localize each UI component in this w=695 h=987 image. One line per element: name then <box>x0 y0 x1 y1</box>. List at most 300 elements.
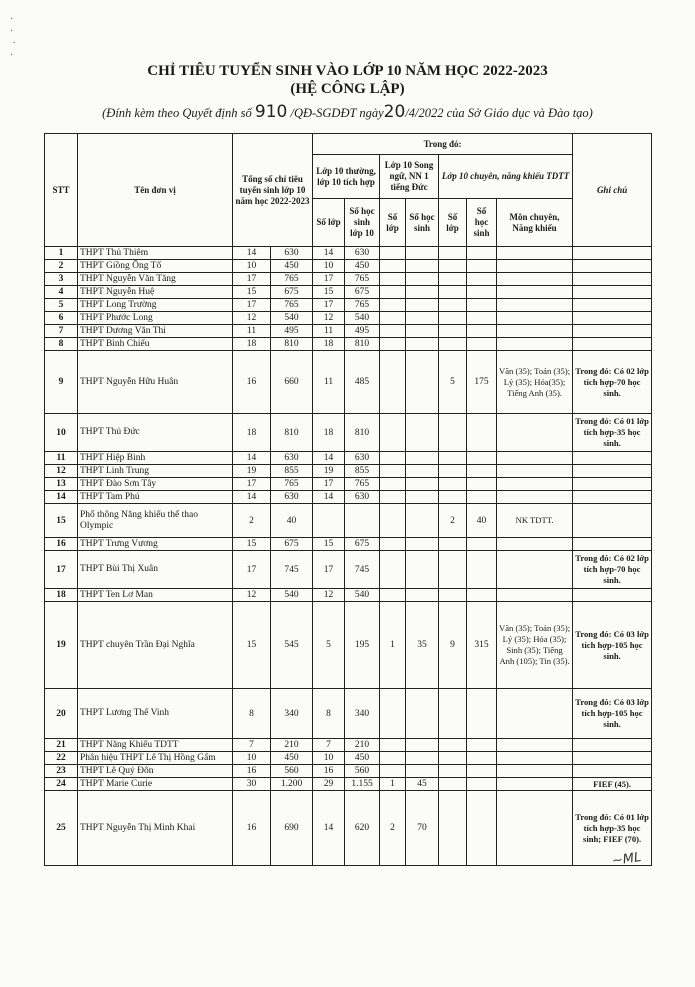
cell-rc: 11 <box>313 325 345 338</box>
cell-mon <box>497 414 573 452</box>
cell-rc: 15 <box>313 286 345 299</box>
cell-bs <box>406 260 439 273</box>
cell-rc: 14 <box>313 452 345 465</box>
cell-rc: 17 <box>313 299 345 312</box>
cell-rs: 560 <box>345 765 380 778</box>
decision-number: 910 <box>254 102 288 122</box>
cell-bs <box>406 465 439 478</box>
cell-ts: 630 <box>271 247 313 260</box>
cell-sc <box>439 689 467 739</box>
cell-bs <box>406 351 439 414</box>
cell-name: THPT Lê Quý Đôn <box>78 765 233 778</box>
cell-stt: 6 <box>45 312 78 325</box>
subtitle-middle: /QĐ-SGDĐT ngày <box>290 106 384 120</box>
cell-tc: 17 <box>233 299 271 312</box>
cell-bs <box>406 312 439 325</box>
cell-bc <box>380 752 406 765</box>
table-row <box>45 589 652 602</box>
cell-note: Trong đó: Có 01 lớp tích hợp-35 học sinh; FIEF (70). <box>573 791 652 866</box>
cell-stt: 4 <box>45 286 78 299</box>
cell-rs: 810 <box>345 414 380 452</box>
table-row <box>45 247 652 260</box>
cell-bs <box>406 247 439 260</box>
cell-tc: 7 <box>233 739 271 752</box>
cell-tc: 16 <box>233 765 271 778</box>
cell-ss <box>467 778 497 791</box>
cell-mon <box>497 778 573 791</box>
cell-stt: 5 <box>45 299 78 312</box>
cell-ts: 495 <box>271 325 313 338</box>
cell-ts: 745 <box>271 551 313 589</box>
cell-ts: 560 <box>271 765 313 778</box>
cell-mon <box>497 247 573 260</box>
cell-rs: 630 <box>345 247 380 260</box>
cell-name: THPT Đào Sơn Tây <box>78 478 233 491</box>
cell-bc <box>380 491 406 504</box>
cell-rc: 17 <box>313 551 345 589</box>
cell-rc: 12 <box>313 312 345 325</box>
cell-bs <box>406 452 439 465</box>
cell-tc: 2 <box>233 504 271 538</box>
cell-note: Trong đó: Có 01 lớp tích hợp-35 học sinh. <box>573 414 652 452</box>
cell-stt: 23 <box>45 765 78 778</box>
cell-ss <box>467 752 497 765</box>
header-specialized-students: Số học sinh <box>467 199 497 247</box>
cell-ts: 40 <box>271 504 313 538</box>
table-row <box>45 739 652 752</box>
cell-bs <box>406 765 439 778</box>
cell-rc: 19 <box>313 465 345 478</box>
cell-bs <box>406 273 439 286</box>
cell-rc: 15 <box>313 538 345 551</box>
cell-stt: 1 <box>45 247 78 260</box>
header-bilingual-classes: Số lớp <box>380 199 406 247</box>
cell-mon <box>497 551 573 589</box>
cell-name: THPT Ten Lơ Man <box>78 589 233 602</box>
cell-bs <box>406 504 439 538</box>
cell-rs: 1.155 <box>345 778 380 791</box>
cell-name: THPT Thủ Thiêm <box>78 247 233 260</box>
cell-bc <box>380 351 406 414</box>
cell-name: THPT Lương Thế Vinh <box>78 689 233 739</box>
cell-rc: 16 <box>313 765 345 778</box>
cell-rs: 450 <box>345 260 380 273</box>
cell-name: THPT Trưng Vương <box>78 538 233 551</box>
table-row <box>45 791 652 866</box>
cell-ss <box>467 689 497 739</box>
table-row <box>45 286 652 299</box>
cell-bs: 45 <box>406 778 439 791</box>
cell-ts: 540 <box>271 589 313 602</box>
cell-note <box>573 589 652 602</box>
cell-stt: 3 <box>45 273 78 286</box>
document-title: CHỈ TIÊU TUYỂN SINH VÀO LỚP 10 NĂM HỌC 2022-2023 <box>147 63 548 79</box>
cell-mon <box>497 765 573 778</box>
cell-ss <box>467 260 497 273</box>
cell-rs: 855 <box>345 465 380 478</box>
cell-stt: 21 <box>45 739 78 752</box>
cell-tc: 15 <box>233 538 271 551</box>
cell-rc: 10 <box>313 752 345 765</box>
cell-note <box>573 260 652 273</box>
cell-sc <box>439 286 467 299</box>
cell-rs: 630 <box>345 491 380 504</box>
cell-bc <box>380 325 406 338</box>
cell-tc: 30 <box>233 778 271 791</box>
cell-bs <box>406 551 439 589</box>
cell-tc: 14 <box>233 452 271 465</box>
cell-note <box>573 465 652 478</box>
cell-ts: 765 <box>271 273 313 286</box>
cell-ss: 175 <box>467 351 497 414</box>
cell-bc: 1 <box>380 778 406 791</box>
cell-sc <box>439 465 467 478</box>
cell-ss <box>467 791 497 866</box>
cell-tc: 10 <box>233 752 271 765</box>
cell-rs: 485 <box>345 351 380 414</box>
table-row <box>45 551 652 589</box>
cell-bc <box>380 765 406 778</box>
cell-bc <box>380 273 406 286</box>
cell-note <box>573 504 652 538</box>
cell-bs: 70 <box>406 791 439 866</box>
cell-name: THPT Linh Trung <box>78 465 233 478</box>
cell-bs <box>406 538 439 551</box>
table-row <box>45 260 652 273</box>
cell-sc: 2 <box>439 504 467 538</box>
cell-name: THPT Nguyễn Hữu Huân <box>78 351 233 414</box>
cell-name: THPT Giồng Ông Tố <box>78 260 233 273</box>
subtitle-prefix: (Đính kèm theo Quyết định số <box>102 106 252 120</box>
cell-ss <box>467 414 497 452</box>
cell-bc <box>380 465 406 478</box>
cell-bc <box>380 312 406 325</box>
cell-bs <box>406 414 439 452</box>
cell-rc: 18 <box>313 414 345 452</box>
table-row <box>45 338 652 351</box>
table-row <box>45 478 652 491</box>
cell-rc: 11 <box>313 351 345 414</box>
cell-sc <box>439 491 467 504</box>
cell-note <box>573 739 652 752</box>
cell-ss <box>467 551 497 589</box>
cell-mon <box>497 589 573 602</box>
cell-sc <box>439 791 467 866</box>
cell-bc <box>380 478 406 491</box>
cell-ss: 315 <box>467 602 497 689</box>
table-row <box>45 312 652 325</box>
quota-table <box>44 133 652 866</box>
cell-ts: 210 <box>271 739 313 752</box>
cell-rc: 14 <box>313 247 345 260</box>
cell-ts: 1.200 <box>271 778 313 791</box>
cell-rs: 540 <box>345 312 380 325</box>
cell-sc <box>439 589 467 602</box>
cell-note <box>573 312 652 325</box>
cell-tc: 14 <box>233 491 271 504</box>
cell-bc <box>380 452 406 465</box>
cell-name: THPT Dương Văn Thì <box>78 325 233 338</box>
header-subjects: Môn chuyên, Năng khiếu <box>497 199 573 247</box>
cell-ts: 660 <box>271 351 313 414</box>
cell-mon <box>497 739 573 752</box>
cell-note: Trong đó: Có 03 lớp tích hợp-105 học sinh. <box>573 602 652 689</box>
cell-bc <box>380 538 406 551</box>
cell-ts: 855 <box>271 465 313 478</box>
cell-bc <box>380 551 406 589</box>
cell-rs: 620 <box>345 791 380 866</box>
cell-sc <box>439 538 467 551</box>
cell-tc: 17 <box>233 551 271 589</box>
header-in-which: Trong đó: <box>313 134 573 155</box>
cell-ss <box>467 465 497 478</box>
table-row <box>45 602 652 689</box>
cell-tc: 18 <box>233 338 271 351</box>
cell-stt: 12 <box>45 465 78 478</box>
cell-ts: 540 <box>271 312 313 325</box>
cell-sc <box>439 551 467 589</box>
cell-note <box>573 752 652 765</box>
cell-name: THPT Tam Phú <box>78 491 233 504</box>
cell-rs: 810 <box>345 338 380 351</box>
cell-name: THPT Marie Curie <box>78 778 233 791</box>
cell-stt: 7 <box>45 325 78 338</box>
cell-name: THPT Bình Chiểu <box>78 338 233 351</box>
header-notes: Ghi chú <box>573 134 652 247</box>
cell-tc: 12 <box>233 312 271 325</box>
cell-mon <box>497 478 573 491</box>
cell-rc: 7 <box>313 739 345 752</box>
table-row <box>45 325 652 338</box>
table-row <box>45 351 652 414</box>
cell-sc: 5 <box>439 351 467 414</box>
cell-name: THPT Thủ Đức <box>78 414 233 452</box>
cell-stt: 18 <box>45 589 78 602</box>
cell-rc: 17 <box>313 273 345 286</box>
cell-rs <box>345 504 380 538</box>
cell-name: THPT Bùi Thị Xuân <box>78 551 233 589</box>
cell-ss <box>467 739 497 752</box>
cell-rc: 14 <box>313 791 345 866</box>
cell-bc <box>380 689 406 739</box>
table-row <box>45 491 652 504</box>
cell-tc: 16 <box>233 351 271 414</box>
cell-tc: 17 <box>233 478 271 491</box>
cell-sc <box>439 247 467 260</box>
cell-bs <box>406 286 439 299</box>
cell-note <box>573 491 652 504</box>
cell-sc <box>439 452 467 465</box>
cell-rs: 340 <box>345 689 380 739</box>
cell-rc: 10 <box>313 260 345 273</box>
cell-note <box>573 452 652 465</box>
cell-ss <box>467 491 497 504</box>
cell-stt: 11 <box>45 452 78 465</box>
subtitle-suffix: /4/2022 của Sở Giáo dục và Đào tạo) <box>405 106 593 120</box>
cell-rc: 12 <box>313 589 345 602</box>
cell-rc: 29 <box>313 778 345 791</box>
table-row <box>45 752 652 765</box>
cell-ts: 340 <box>271 689 313 739</box>
cell-bs <box>406 478 439 491</box>
cell-note: Trong đó: Có 02 lớp tích hợp-70 học sinh. <box>573 351 652 414</box>
cell-sc <box>439 778 467 791</box>
cell-name: THPT Nguyễn Văn Tăng <box>78 273 233 286</box>
decision-reference <box>0 103 695 122</box>
cell-note <box>573 273 652 286</box>
cell-rc: 18 <box>313 338 345 351</box>
header-total: Tổng số chỉ tiêu tuyển sinh lớp 10 năm học 2022-2023 <box>233 134 313 247</box>
cell-mon <box>497 338 573 351</box>
cell-rs: 745 <box>345 551 380 589</box>
cell-bs: 35 <box>406 602 439 689</box>
cell-rc: 17 <box>313 478 345 491</box>
decision-day: 20 <box>383 102 406 122</box>
cell-bc <box>380 739 406 752</box>
cell-bc: 1 <box>380 602 406 689</box>
cell-tc: 8 <box>233 689 271 739</box>
cell-rs: 495 <box>345 325 380 338</box>
cell-stt: 14 <box>45 491 78 504</box>
cell-ss <box>467 589 497 602</box>
cell-rs: 675 <box>345 286 380 299</box>
cell-sc <box>439 752 467 765</box>
cell-note <box>573 299 652 312</box>
cell-rc: 14 <box>313 491 345 504</box>
cell-name: THPT Nguyễn Huệ <box>78 286 233 299</box>
cell-note <box>573 538 652 551</box>
cell-name: THPT Phước Long <box>78 312 233 325</box>
cell-bc <box>380 338 406 351</box>
corner-marks: · · · · <box>10 14 16 61</box>
cell-sc <box>439 739 467 752</box>
table-row <box>45 452 652 465</box>
table-row <box>45 504 652 538</box>
header-specialized-classes: Số lớp <box>439 199 467 247</box>
cell-ss <box>467 538 497 551</box>
cell-tc: 15 <box>233 602 271 689</box>
cell-stt: 9 <box>45 351 78 414</box>
cell-sc <box>439 414 467 452</box>
cell-ts: 675 <box>271 538 313 551</box>
cell-ss <box>467 299 497 312</box>
cell-ss <box>467 312 497 325</box>
cell-name: THPT Năng Khiếu TDTT <box>78 739 233 752</box>
cell-name: Phân hiệu THPT Lê Thị Hồng Gấm <box>78 752 233 765</box>
cell-note: Trong đó: Có 03 lớp tích hợp-105 học sinh. <box>573 689 652 739</box>
cell-mon <box>497 260 573 273</box>
cell-rs: 195 <box>345 602 380 689</box>
cell-name: THPT chuyên Trần Đại Nghĩa <box>78 602 233 689</box>
cell-stt: 17 <box>45 551 78 589</box>
cell-bc <box>380 247 406 260</box>
header-regular: Lớp 10 thường, lớp 10 tích hợp <box>313 155 380 199</box>
header-specialized: Lớp 10 chuyên, năng khiếu TDTT <box>439 155 573 199</box>
cell-rc: 5 <box>313 602 345 689</box>
cell-rc: 8 <box>313 689 345 739</box>
cell-note <box>573 338 652 351</box>
cell-bs <box>406 589 439 602</box>
cell-note <box>573 765 652 778</box>
cell-mon <box>497 299 573 312</box>
table-row <box>45 689 652 739</box>
cell-tc: 19 <box>233 465 271 478</box>
cell-name: THPT Hiệp Bình <box>78 452 233 465</box>
cell-mon <box>497 791 573 866</box>
cell-rs: 765 <box>345 273 380 286</box>
cell-ss <box>467 478 497 491</box>
cell-ts: 690 <box>271 791 313 866</box>
table-row <box>45 778 652 791</box>
cell-note: FIEF (45). <box>573 778 652 791</box>
cell-mon <box>497 273 573 286</box>
cell-stt: 10 <box>45 414 78 452</box>
cell-bs <box>406 325 439 338</box>
cell-name: THPT Long Trường <box>78 299 233 312</box>
cell-mon: NK TDTT. <box>497 504 573 538</box>
cell-stt: 13 <box>45 478 78 491</box>
cell-tc: 16 <box>233 791 271 866</box>
cell-tc: 12 <box>233 589 271 602</box>
cell-mon <box>497 752 573 765</box>
cell-ss <box>467 452 497 465</box>
cell-rs: 765 <box>345 299 380 312</box>
cell-mon <box>497 286 573 299</box>
cell-note <box>573 478 652 491</box>
cell-rs: 450 <box>345 752 380 765</box>
table-row <box>45 538 652 551</box>
cell-bc <box>380 260 406 273</box>
cell-mon <box>497 538 573 551</box>
cell-rs: 630 <box>345 452 380 465</box>
cell-ts: 765 <box>271 478 313 491</box>
table-row <box>45 273 652 286</box>
header-unit: Tên đơn vị <box>78 134 233 247</box>
cell-tc: 11 <box>233 325 271 338</box>
cell-stt: 24 <box>45 778 78 791</box>
cell-bs <box>406 299 439 312</box>
cell-bs <box>406 338 439 351</box>
table-row <box>45 299 652 312</box>
header-regular-classes: Số lớp <box>313 199 345 247</box>
cell-bs <box>406 752 439 765</box>
cell-ss: 40 <box>467 504 497 538</box>
cell-tc: 17 <box>233 273 271 286</box>
cell-sc <box>439 273 467 286</box>
cell-stt: 8 <box>45 338 78 351</box>
cell-stt: 15 <box>45 504 78 538</box>
cell-rs: 675 <box>345 538 380 551</box>
cell-mon <box>497 465 573 478</box>
cell-bc <box>380 589 406 602</box>
cell-ss <box>467 247 497 260</box>
cell-bc <box>380 414 406 452</box>
cell-bc <box>380 286 406 299</box>
cell-mon <box>497 312 573 325</box>
cell-tc: 15 <box>233 286 271 299</box>
table-row <box>45 765 652 778</box>
cell-ts: 545 <box>271 602 313 689</box>
cell-ts: 630 <box>271 491 313 504</box>
cell-ts: 675 <box>271 286 313 299</box>
cell-stt: 2 <box>45 260 78 273</box>
cell-bc <box>380 299 406 312</box>
cell-stt: 16 <box>45 538 78 551</box>
cell-ts: 630 <box>271 452 313 465</box>
table-row <box>45 465 652 478</box>
cell-tc: 18 <box>233 414 271 452</box>
cell-sc <box>439 260 467 273</box>
